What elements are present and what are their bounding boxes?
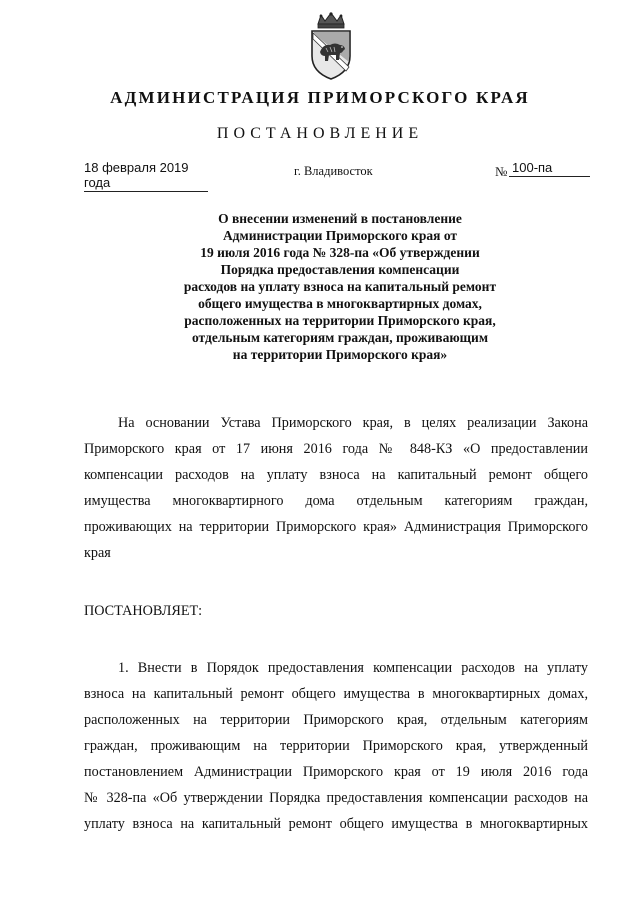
- heading-line: на территории Приморского края»: [232, 347, 448, 362]
- heading-line: Порядка предоставления компенсации: [220, 262, 460, 277]
- document-number: 100-па: [509, 160, 590, 177]
- document-city: г. Владивосток: [294, 164, 373, 178]
- heading-line: расходов на уплату взноса на капитальный ремонт: [183, 279, 497, 294]
- heading-line: 19 июля 2016 года № 328-па «Об утверждении: [200, 245, 480, 260]
- heading-line: общего имущества в многоквартирных домах,: [198, 296, 482, 311]
- paragraph-line: взноса на капитальный ремонт общего имущества в многоквартирных домах,: [84, 686, 588, 702]
- organization-title: АДМИНИСТРАЦИЯ ПРИМОРСКОГО КРАЯ: [110, 88, 530, 107]
- document-type: ПОСТАНОВЛЕНИЕ: [216, 125, 424, 142]
- document-heading: [140, 210, 540, 363]
- decree-word: ПОСТАНОВЛЯЕТ:: [84, 603, 203, 619]
- heading-line: расположенных на территории Приморского края,: [184, 313, 496, 328]
- paragraph-line: проживающих на территории Приморского края» Администрация Приморского: [84, 519, 588, 535]
- paragraph-line: постановлением Администрации Приморского края от 19 июля 2016 года: [84, 764, 588, 780]
- paragraph-line: имущества многоквартирного дома отдельным категориям граждан,: [84, 493, 588, 509]
- paragraph-line: уплату взноса на капитальный ремонт общего имущества в многоквартирных: [84, 816, 588, 832]
- clause-1-paragraph: [84, 655, 588, 837]
- paragraph-line: граждан, проживающим на территории Приморского края, утвержденный: [84, 738, 588, 754]
- paragraph-line: расположенных на территории Приморского края, отдельным категориям: [84, 712, 588, 728]
- paragraph-line: № 328-па «Об утверждении Порядка предоставления компенсации расходов на: [84, 790, 588, 806]
- heading-line: Администрации Приморского края от: [222, 228, 458, 243]
- document-meta-line: [0, 160, 640, 190]
- paragraph-line: На основании Устава Приморского края, в целях реализации Закона: [118, 415, 588, 431]
- heading-line: О внесении изменений в постановление: [218, 211, 462, 226]
- coat-of-arms-icon: [302, 12, 360, 82]
- document-date: 18 февраля 2019 года: [84, 160, 208, 192]
- document-number-label: №: [495, 164, 508, 179]
- paragraph-line: края: [84, 545, 111, 561]
- preamble-paragraph: [84, 410, 588, 566]
- paragraph-line: Приморского края от 17 июня 2016 года № 848-КЗ «О предоставлении: [84, 441, 588, 457]
- heading-line: отдельным категориям граждан, проживающим: [191, 330, 489, 345]
- paragraph-line: 1. Внести в Порядок предоставления компенсации расходов на уплату: [118, 660, 588, 676]
- paragraph-line: компенсации расходов на уплату взноса на капитальный ремонт общего: [84, 467, 588, 483]
